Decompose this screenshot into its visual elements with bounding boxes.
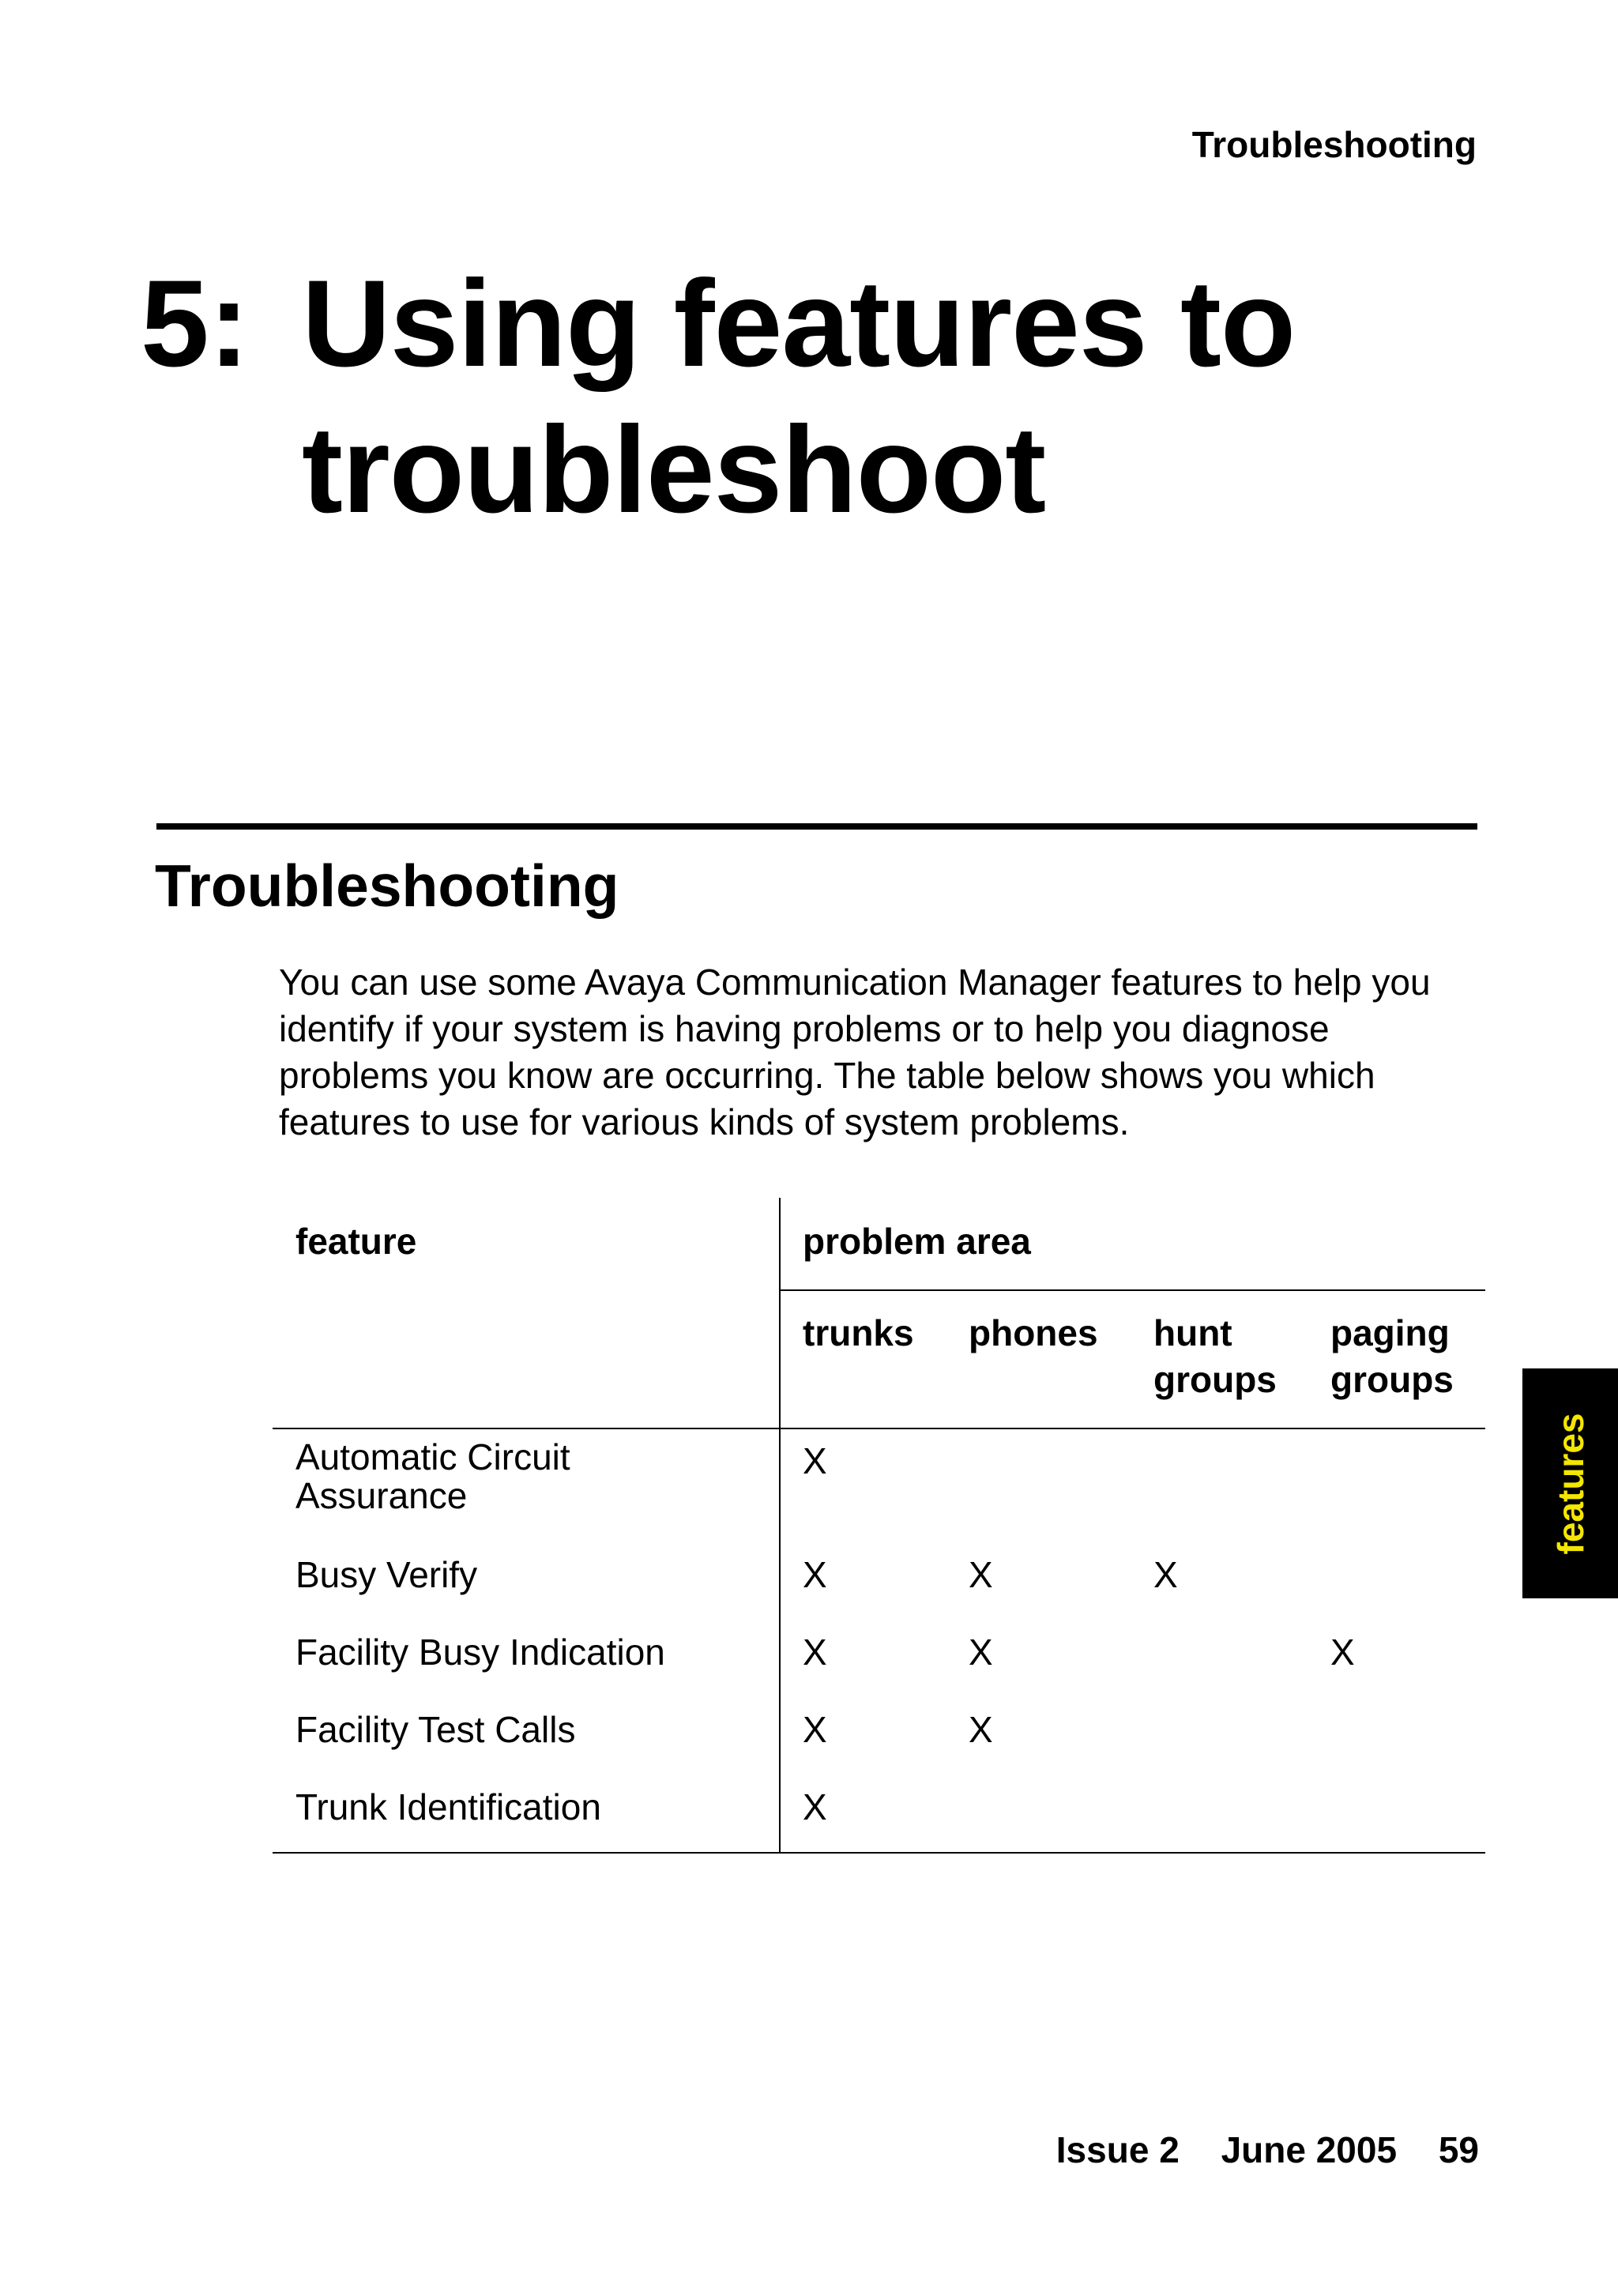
table-cell-mark: X	[803, 1632, 827, 1673]
side-tab-label: features	[1549, 1413, 1591, 1554]
chapter-number: 5:	[141, 255, 249, 393]
table-cell-mark: X	[969, 1554, 993, 1595]
column-header-trunks: trunks	[803, 1312, 914, 1353]
problem-area-header: problem area	[803, 1221, 1031, 1262]
table-row-feature: Automatic Circuit Assurance	[295, 1436, 570, 1516]
table-cell-mark: X	[803, 1554, 827, 1595]
intro-paragraph: You can use some Avaya Communication Manager features to help you identify if your system is having problems or to help you diagnose problems you know are occurring. The table below shows you which features to use for various kinds of system problems.	[279, 962, 1431, 1142]
column-header-paging-groups: paging groups	[1330, 1312, 1454, 1400]
footer-issue: Issue 2	[1055, 2129, 1180, 2170]
running-header: Troubleshooting	[1191, 124, 1477, 165]
table-row-feature: Facility Test Calls	[295, 1709, 576, 1750]
table-column-divider	[779, 1198, 781, 1854]
table-row-feature: Trunk Identification	[295, 1786, 601, 1827]
page-footer	[1055, 2129, 1479, 2170]
feature-problem-table	[273, 1198, 1485, 1854]
chapter-title-text: Using features to troubleshoot	[302, 255, 1296, 539]
table-cell-mark: X	[1153, 1554, 1178, 1595]
table-cell-mark: X	[803, 1709, 827, 1750]
column-header-hunt-groups: hunt groups	[1153, 1312, 1277, 1400]
table-header-rule	[273, 1428, 1485, 1429]
chapter-side-tab	[1522, 1368, 1618, 1598]
table-cell-mark: X	[969, 1709, 993, 1750]
table-cell-mark: X	[1330, 1632, 1355, 1673]
table-cell-mark: X	[969, 1632, 993, 1673]
footer-page-number: 59	[1438, 2129, 1479, 2170]
table-row-feature: Facility Busy Indication	[295, 1632, 665, 1673]
feature-column-header: feature	[295, 1221, 417, 1262]
column-header-phones: phones	[969, 1312, 1098, 1353]
section-divider	[156, 823, 1477, 830]
table-cell-mark: X	[803, 1786, 827, 1827]
table-bottom-rule	[273, 1852, 1485, 1854]
footer-date: June 2005	[1221, 2129, 1398, 2170]
table-cell-mark: X	[803, 1440, 827, 1481]
section-title: Troubleshooting	[155, 853, 619, 919]
table-row-feature: Busy Verify	[295, 1554, 478, 1595]
table-subheader-rule	[779, 1289, 1485, 1291]
